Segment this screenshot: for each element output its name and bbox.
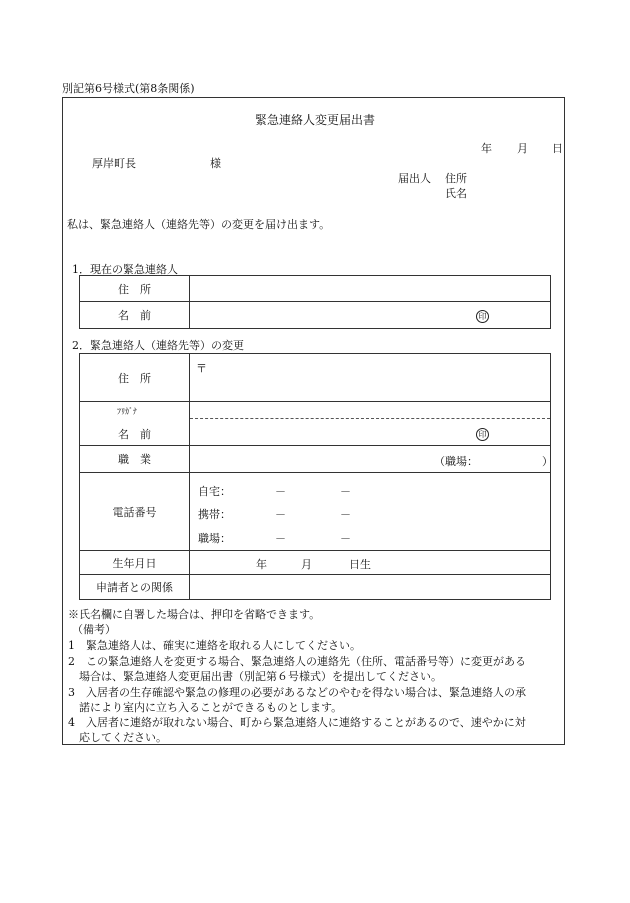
birth-day-label: 日生 [349,558,371,571]
addressee-name: 厚岸町長 [92,157,136,170]
current-name-field[interactable] [190,302,551,329]
seal-icon: 印 [476,428,489,441]
remark-line: 1 緊急連絡人は、確実に連絡を取れる人にしてください。 [68,639,361,652]
date-day-label: 日 [552,142,563,155]
phone-home-dash: － [275,485,286,498]
section1-heading: 1．現在の緊急連絡人 [72,263,178,276]
remark-line: 2 この緊急連絡人を変更する場合、緊急連絡人の連絡先（住所、電話番号等）に変更がある [68,655,526,668]
phone-mobile-label: 携帯： [198,508,231,521]
remark-line: 応してください。 [68,731,167,744]
remark-line: 3 入居者の生存確認や緊急の修理の必要があるなどのやむを得ない場合は、緊急連絡人の承 [68,686,526,699]
remark-line: 諾により室内に立ち入ることができるものとします。 [68,701,343,714]
new-name-label-cell [80,402,190,446]
current-address-field[interactable] [190,276,551,302]
remark-line: 場合は、緊急連絡人変更届出書（別記第６号様式）を提出してください。 [68,670,442,683]
birthdate-field[interactable] [190,551,551,575]
phone-home-dash: － [340,485,351,498]
seal-footnote: ※氏名欄に自署した場合は、押印を省略できます。 [68,608,321,621]
relation-field[interactable] [190,575,551,600]
applicant-name-label: 氏名 [445,187,467,200]
applicant-label: 届出人 [398,172,431,185]
addressee-honorific: 様 [210,157,221,170]
furigana-divider [190,418,550,419]
job-field[interactable] [190,446,551,473]
phone-mobile-dash: － [275,508,286,521]
workplace-close: ） [542,455,553,468]
new-name-label: 名 前 [118,428,151,441]
applicant-address-label: 住所 [445,172,467,185]
birth-year-label: 年 [256,558,267,571]
section2-heading: 2．緊急連絡人（連絡先等）の変更 [72,339,244,352]
remark-line: 4 入居者に連絡が取れない場合、町から緊急連絡人に連絡することがあるので、速やかに対 [68,716,526,729]
document-title: 緊急連絡人変更届出書 [254,113,375,127]
statement-text: 私は、緊急連絡人（連絡先等）の変更を届け出ます。 [67,218,331,231]
phone-work-label: 職場： [198,532,231,545]
form-number-label: 別記第6号様式(第8条関係) [62,82,195,95]
relation-label: 申請者との関係 [80,575,190,600]
new-name-field[interactable] [190,402,551,446]
phone-home-label: 自宅： [198,485,231,498]
phone-work-dash: － [275,532,286,545]
current-address-label: 住 所 [80,276,190,302]
phone-mobile-dash: － [340,508,351,521]
current-contact-table [79,275,551,329]
remarks-heading: （備考） [72,623,116,636]
date-year-label: 年 [481,142,492,155]
birth-month-label: 月 [301,558,312,571]
new-address-field[interactable] [190,354,551,402]
birthdate-label: 生年月日 [80,551,190,575]
furigana-label: ﾌﾘｶﾞﾅ [117,407,137,416]
current-name-label: 名 前 [80,302,190,329]
date-month-label: 月 [517,142,528,155]
seal-icon: 印 [476,310,489,323]
phone-work-dash: － [340,532,351,545]
phone-label: 電話番号 [80,473,190,551]
new-contact-table [79,353,551,600]
postal-mark: 〒 [196,362,207,375]
workplace-note: （職場： [434,455,478,468]
new-address-label: 住 所 [80,354,190,402]
job-label: 職 業 [80,446,190,473]
phone-field[interactable] [190,473,551,551]
